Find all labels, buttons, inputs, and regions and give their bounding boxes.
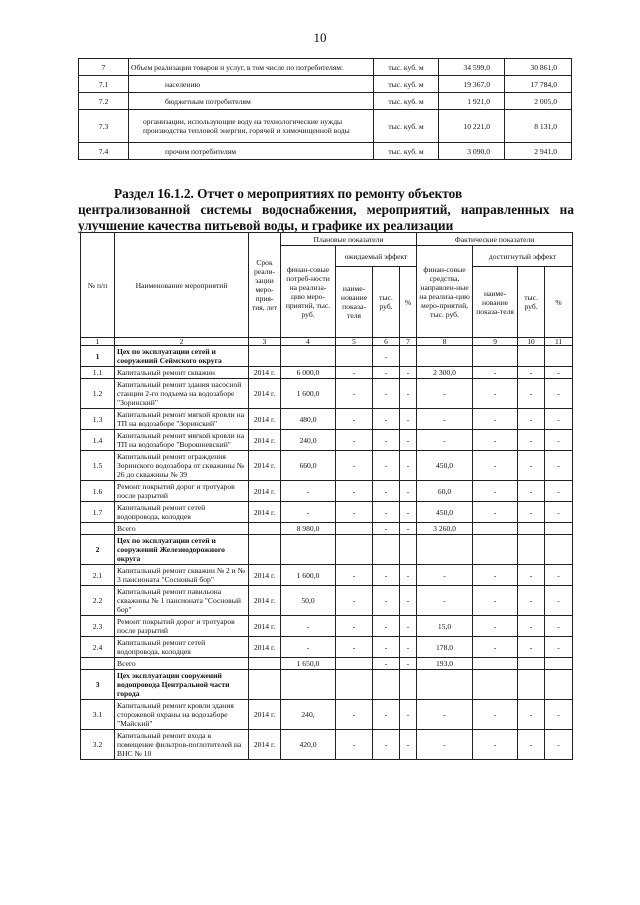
measure-cell: - <box>417 730 473 760</box>
measure-cell: - <box>373 637 400 658</box>
measure-cell: - <box>518 367 545 379</box>
measure-cell: - <box>281 502 336 523</box>
measure-cell <box>473 658 518 670</box>
measure-cell: 1 600,0 <box>281 379 336 409</box>
row-value-plan: 3 090,0 <box>439 143 505 160</box>
header-planned: Плановые показатели <box>281 233 417 246</box>
row-name: организации, использующие воду на технологические нужды производства тепловой энергии, горячей и химочищенной воды <box>129 110 374 143</box>
measure-cell: - <box>373 565 400 586</box>
measure-cell: - <box>417 586 473 616</box>
measure-cell: - <box>545 637 573 658</box>
column-index: 10 <box>518 338 545 346</box>
row-unit: тыс. куб. м <box>374 76 439 93</box>
measure-cell <box>400 346 417 367</box>
measure-cell: - <box>373 658 400 670</box>
row-unit: тыс. куб. м <box>374 143 439 160</box>
measure-cell: 480,0 <box>281 409 336 430</box>
measure-cell <box>249 658 281 670</box>
measure-cell: 240, <box>281 700 336 730</box>
measure-cell: - <box>373 523 400 535</box>
column-index: 11 <box>545 338 573 346</box>
measure-cell: - <box>518 730 545 760</box>
measure-cell: - <box>400 367 417 379</box>
measure-cell <box>281 670 336 700</box>
measure-num <box>81 523 115 535</box>
measure-cell: - <box>336 430 373 451</box>
measure-cell: 2014 г. <box>249 637 281 658</box>
measure-name: Всего <box>115 523 249 535</box>
measure-cell: 60,0 <box>417 481 473 502</box>
header-fact-pct: % <box>545 267 573 338</box>
measure-cell <box>373 670 400 700</box>
measure-cell <box>545 670 573 700</box>
header-term: Срок реали-зации меро-прия-тия, лет <box>249 233 281 338</box>
measure-cell: - <box>518 700 545 730</box>
row-value-plan: 10 221,0 <box>439 110 505 143</box>
row-num: 7.2 <box>79 93 129 110</box>
measure-cell: - <box>473 409 518 430</box>
measure-row <box>81 367 573 379</box>
measure-cell: - <box>473 700 518 730</box>
section-row <box>81 535 573 565</box>
measure-name: Капитальный ремонт входа в помещение фильтров-поглотителей на ВНС № 10 <box>115 730 249 760</box>
row-num: 7.3 <box>79 110 129 143</box>
measure-cell: - <box>473 586 518 616</box>
measure-cell: - <box>400 523 417 535</box>
row-value-plan: 34 599,0 <box>439 59 505 76</box>
measure-row <box>81 379 573 409</box>
measure-name: Капитальный ремонт скважин № 2 и № 3 пансионата "Сосновый бор" <box>115 565 249 586</box>
measure-row <box>81 481 573 502</box>
measure-name: Капитальный ремонт кровли здания сторожевой охраны на водозаборе "Майский" <box>115 700 249 730</box>
row-value-plan: 1 921,0 <box>439 93 505 110</box>
consumption-table-body <box>79 59 572 160</box>
section-heading-line1: Раздел 16.1.2. Отчет о мероприятиях по ремонту объектов <box>114 186 463 201</box>
measure-cell: 2014 г. <box>249 730 281 760</box>
header-plan-effect: ожидаемый эффект <box>336 246 417 267</box>
measure-cell: - <box>518 502 545 523</box>
column-index: 8 <box>417 338 473 346</box>
measure-name: Всего <box>115 658 249 670</box>
measure-cell: - <box>400 502 417 523</box>
measure-num: 2.3 <box>81 616 115 637</box>
measure-name: Ремонт покрытий дорог и тротуаров после разрытий <box>115 616 249 637</box>
measure-cell: 2014 г. <box>249 451 281 481</box>
measure-cell: 450,0 <box>417 451 473 481</box>
measure-cell: - <box>373 430 400 451</box>
header-fact-thous: тыс. руб. <box>518 267 545 338</box>
measure-cell <box>545 658 573 670</box>
measure-cell <box>281 346 336 367</box>
consumption-table <box>78 58 572 160</box>
measure-cell: - <box>336 367 373 379</box>
measure-cell: 8 980,0 <box>281 523 336 535</box>
measure-row <box>81 451 573 481</box>
column-index: 6 <box>373 338 400 346</box>
measure-cell: - <box>373 502 400 523</box>
consumption-row <box>79 76 572 93</box>
measure-num: 3.2 <box>81 730 115 760</box>
measure-cell: - <box>518 481 545 502</box>
measure-cell: - <box>400 481 417 502</box>
section-heading-line2: централизованной системы водоснабжения, мероприятий, направленных на улучшение качества питьевой воды, и графике их реализации <box>78 202 574 233</box>
column-index: 5 <box>336 338 373 346</box>
measure-cell: - <box>400 616 417 637</box>
measure-cell: - <box>545 451 573 481</box>
measure-cell: - <box>336 565 373 586</box>
measure-cell: - <box>400 379 417 409</box>
header-eff-pct: % <box>400 267 417 338</box>
column-index: 4 <box>281 338 336 346</box>
measure-cell: 420,0 <box>281 730 336 760</box>
measure-cell <box>545 523 573 535</box>
measure-cell: - <box>281 616 336 637</box>
measure-cell: - <box>417 409 473 430</box>
measure-name: Капитальный ремонт скважин <box>115 367 249 379</box>
measure-cell: - <box>373 367 400 379</box>
measure-num: 2.2 <box>81 586 115 616</box>
measure-cell: - <box>281 481 336 502</box>
section-row <box>81 346 573 367</box>
measure-cell: 6 000,0 <box>281 367 336 379</box>
row-num: 7 <box>79 59 129 76</box>
measure-cell: - <box>518 430 545 451</box>
measure-cell <box>336 535 373 565</box>
measure-cell: - <box>545 367 573 379</box>
header-name: Наименование мероприятий <box>115 233 249 338</box>
measure-cell: 1 650,0 <box>281 658 336 670</box>
measure-cell: - <box>417 379 473 409</box>
header-fact-effect: достигнутый эффект <box>473 246 573 267</box>
measure-cell <box>417 670 473 700</box>
measure-cell: 50,0 <box>281 586 336 616</box>
measure-name: Ремонт покрытий дорог и тротуаров после разрытий <box>115 481 249 502</box>
measure-cell: 2014 г. <box>249 409 281 430</box>
page-number: 10 <box>313 30 327 45</box>
measure-cell: - <box>473 565 518 586</box>
measure-num <box>81 658 115 670</box>
measure-cell: - <box>417 700 473 730</box>
consumption-row <box>79 93 572 110</box>
measure-cell: - <box>373 379 400 409</box>
measure-cell: 2014 г. <box>249 616 281 637</box>
measure-cell: - <box>400 451 417 481</box>
section-row <box>81 670 573 700</box>
measure-cell: 2014 г. <box>249 481 281 502</box>
measure-cell: - <box>545 586 573 616</box>
row-unit: тыс. куб. м <box>374 93 439 110</box>
measure-cell: 1 600,0 <box>281 565 336 586</box>
row-name: Объем реализации товаров и услуг, в том числе по потребителям: <box>129 59 374 76</box>
measure-cell: - <box>400 637 417 658</box>
column-index: 9 <box>473 338 518 346</box>
column-index: 3 <box>249 338 281 346</box>
measure-cell: - <box>336 730 373 760</box>
measure-cell <box>417 535 473 565</box>
row-name: населению <box>129 76 374 93</box>
measure-cell: - <box>373 730 400 760</box>
measure-name: Цех по эксплуатации сетей и сооружений Железнодорожного округа <box>115 535 249 565</box>
row-value-fact: 30 861,0 <box>505 59 572 76</box>
repair-measures-body <box>81 338 573 760</box>
measure-cell: 178,0 <box>417 637 473 658</box>
measure-cell: 2014 г. <box>249 700 281 730</box>
measure-cell: - <box>373 481 400 502</box>
total-row <box>81 658 573 670</box>
measure-cell <box>518 535 545 565</box>
measure-cell: - <box>400 586 417 616</box>
measure-cell: - <box>336 481 373 502</box>
measure-cell: - <box>336 502 373 523</box>
measure-cell: - <box>473 430 518 451</box>
column-index: 7 <box>400 338 417 346</box>
measure-cell: - <box>373 409 400 430</box>
column-index: 1 <box>81 338 115 346</box>
measure-row <box>81 730 573 760</box>
measure-num: 3 <box>81 670 115 700</box>
measure-cell: - <box>518 409 545 430</box>
measure-cell: - <box>373 616 400 637</box>
measure-row <box>81 502 573 523</box>
measure-row <box>81 700 573 730</box>
measure-num: 2.1 <box>81 565 115 586</box>
measure-num: 2 <box>81 535 115 565</box>
header-fact-fin: финан-совые средства, направлен-ные на реализа-цию меро-приятий, тыс. руб. <box>417 246 473 338</box>
measure-cell: - <box>518 637 545 658</box>
row-value-fact: 2 941,0 <box>505 143 572 160</box>
measure-cell: - <box>336 616 373 637</box>
row-value-fact: 17 784,0 <box>505 76 572 93</box>
row-unit: тыс. куб. м <box>374 110 439 143</box>
measure-cell <box>518 523 545 535</box>
measure-cell: - <box>518 565 545 586</box>
measure-cell <box>336 523 373 535</box>
measure-cell: - <box>473 379 518 409</box>
measure-num: 1.6 <box>81 481 115 502</box>
measure-cell: - <box>545 502 573 523</box>
measure-cell <box>518 670 545 700</box>
measure-cell: - <box>373 700 400 730</box>
repair-measures-header <box>81 233 573 338</box>
measure-num: 1.5 <box>81 451 115 481</box>
measure-cell <box>336 658 373 670</box>
measure-name: Капитальный ремонт ограждения Зоринского водозабора от скважины № 26 до скважины № 39 <box>115 451 249 481</box>
measure-cell: - <box>336 700 373 730</box>
measure-cell: - <box>473 502 518 523</box>
measure-row <box>81 409 573 430</box>
header-actual: Фактические показатели <box>417 233 573 246</box>
measure-cell: 15,0 <box>417 616 473 637</box>
measure-cell <box>518 658 545 670</box>
measure-cell <box>473 670 518 700</box>
measure-cell: - <box>281 637 336 658</box>
consumption-row <box>79 110 572 143</box>
measure-cell: - <box>417 430 473 451</box>
measure-cell: - <box>545 730 573 760</box>
measure-cell: - <box>336 379 373 409</box>
measure-cell: 2014 г. <box>249 586 281 616</box>
measure-cell: - <box>336 637 373 658</box>
measure-row <box>81 430 573 451</box>
measure-cell: 3 260,0 <box>417 523 473 535</box>
measure-cell: - <box>545 409 573 430</box>
repair-measures-table <box>80 232 573 760</box>
measure-num: 1.1 <box>81 367 115 379</box>
measure-cell <box>417 346 473 367</box>
section-heading <box>78 186 574 234</box>
measure-cell: - <box>400 565 417 586</box>
measure-cell <box>336 346 373 367</box>
measure-cell: - <box>518 616 545 637</box>
measure-cell: - <box>545 481 573 502</box>
measure-cell: - <box>336 451 373 481</box>
measure-cell: - <box>473 730 518 760</box>
measure-name: Капитальный ремонт здания насосной станции 2-го подъема на водозаборе "Зоринский" <box>115 379 249 409</box>
measure-cell: 450,0 <box>417 502 473 523</box>
measure-cell: 2014 г. <box>249 565 281 586</box>
measure-cell <box>249 535 281 565</box>
measure-num: 1.4 <box>81 430 115 451</box>
measure-cell: 2014 г. <box>249 430 281 451</box>
measure-cell: - <box>545 379 573 409</box>
measure-cell: - <box>336 586 373 616</box>
measure-name: Цех по эксплуатации сетей и сооружений Сеймского округа <box>115 346 249 367</box>
row-num: 7.4 <box>79 143 129 160</box>
header-eff-name: наиме-нование показа-теля <box>336 267 373 338</box>
column-index-row <box>81 338 573 346</box>
measure-cell <box>545 535 573 565</box>
row-value-fact: 8 131,0 <box>505 110 572 143</box>
measure-cell: - <box>518 451 545 481</box>
row-value-fact: 2 005,0 <box>505 93 572 110</box>
measure-cell: - <box>473 367 518 379</box>
measure-cell: - <box>373 586 400 616</box>
measure-num: 3.1 <box>81 700 115 730</box>
measure-cell: 660,0 <box>281 451 336 481</box>
row-num: 7.1 <box>79 76 129 93</box>
measure-name: Капитальный ремонт сетей водопровода, колодцев <box>115 637 249 658</box>
row-value-plan: 19 367,0 <box>439 76 505 93</box>
measure-cell <box>281 535 336 565</box>
measure-cell: - <box>545 616 573 637</box>
measure-cell: - <box>473 451 518 481</box>
measure-cell: 2014 г. <box>249 502 281 523</box>
measure-cell: - <box>373 346 400 367</box>
header-plan-fin: финан-совые потреб-ности на реализа-цию меро-приятий, тыс. руб. <box>281 246 336 338</box>
measure-num: 1.2 <box>81 379 115 409</box>
measure-cell <box>518 346 545 367</box>
measure-row <box>81 565 573 586</box>
measure-cell <box>400 535 417 565</box>
measure-cell <box>249 523 281 535</box>
measure-cell: - <box>400 430 417 451</box>
measure-cell: - <box>545 430 573 451</box>
measure-cell: - <box>518 586 545 616</box>
measure-cell: - <box>400 658 417 670</box>
measure-num: 2.4 <box>81 637 115 658</box>
measure-cell: - <box>545 700 573 730</box>
measure-cell: - <box>400 700 417 730</box>
header-num: № п/п <box>81 233 115 338</box>
measure-cell: - <box>400 730 417 760</box>
measure-name: Капитальный ремонт павильона скважины № 1 пансионата "Сосновый бор" <box>115 586 249 616</box>
total-row <box>81 523 573 535</box>
measure-cell <box>373 535 400 565</box>
measure-cell <box>545 346 573 367</box>
measure-name: Капитальный ремонт мягкой кровли на ТП на водозаборе "Ворошневский" <box>115 430 249 451</box>
measure-cell: - <box>336 409 373 430</box>
measure-cell: 2 300,0 <box>417 367 473 379</box>
measure-cell <box>473 535 518 565</box>
measure-num: 1 <box>81 346 115 367</box>
measure-name: Цех эксплуатации сооружений водопровода Центральной части города <box>115 670 249 700</box>
measure-cell <box>336 670 373 700</box>
measure-cell: - <box>473 481 518 502</box>
measure-cell: - <box>518 379 545 409</box>
measure-cell <box>249 670 281 700</box>
measure-cell: 2014 г. <box>249 367 281 379</box>
consumption-row <box>79 143 572 160</box>
measure-name: Капитальный ремонт сетей водопровода, колодцев <box>115 502 249 523</box>
measure-cell: - <box>545 565 573 586</box>
measure-cell <box>249 346 281 367</box>
measure-row <box>81 616 573 637</box>
measure-row <box>81 586 573 616</box>
measure-cell: - <box>473 616 518 637</box>
measure-cell: - <box>473 637 518 658</box>
measure-name: Капитальный ремонт мягкой кровли на ТП на водозаборе "Зоринский" <box>115 409 249 430</box>
measure-cell: 193,0 <box>417 658 473 670</box>
measure-cell <box>473 523 518 535</box>
column-index: 2 <box>115 338 249 346</box>
measure-row <box>81 637 573 658</box>
measure-cell: 240,0 <box>281 430 336 451</box>
measure-cell: - <box>373 451 400 481</box>
measure-cell <box>473 346 518 367</box>
measure-num: 1.7 <box>81 502 115 523</box>
measure-num: 1.3 <box>81 409 115 430</box>
measure-cell: 2014 г. <box>249 379 281 409</box>
measure-cell <box>400 670 417 700</box>
measure-cell: - <box>400 409 417 430</box>
row-name: прочим потребителям <box>129 143 374 160</box>
header-eff-thous: тыс. руб. <box>373 267 400 338</box>
row-name: бюджетным потребителям <box>129 93 374 110</box>
row-unit: тыс. куб. м <box>374 59 439 76</box>
header-fact-name: наиме-нование показа-теля <box>473 267 518 338</box>
consumption-row <box>79 59 572 76</box>
measure-cell: - <box>417 565 473 586</box>
